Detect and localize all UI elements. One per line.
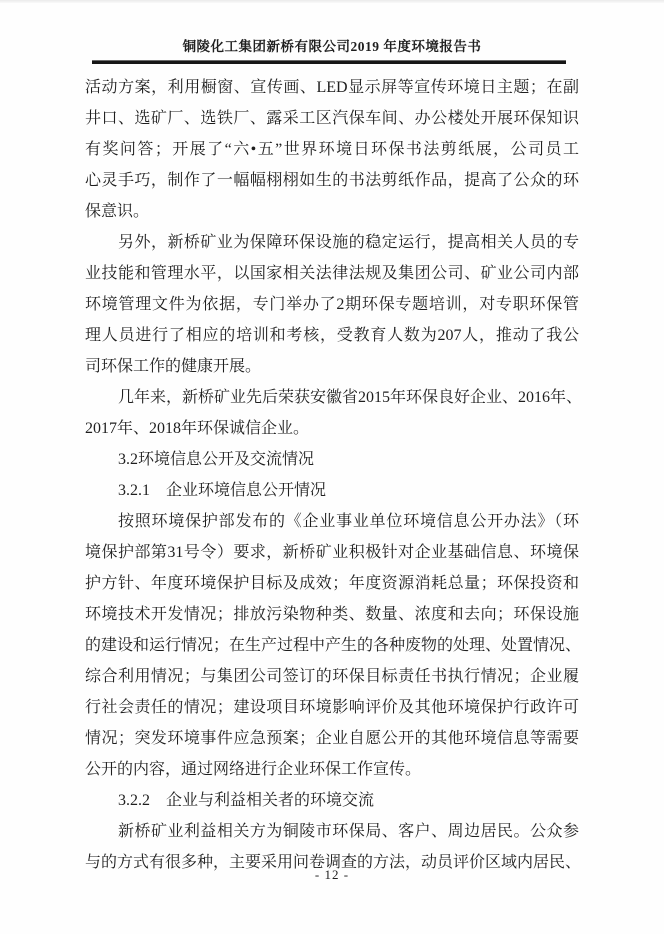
- heading-3-2-2: [85, 785, 579, 816]
- heading-line: 3.2.2 企业与利益相关者的环境交流: [118, 792, 375, 809]
- heading-line: 3.2.1 企业环境信息公开情况: [118, 482, 327, 499]
- text-line: 护方针、年度环境保护目标及成效；年度资源消耗总量；环保投资和: [85, 575, 579, 592]
- heading-line: 3.2环境信息公开及交流情况: [118, 451, 315, 468]
- text-line: 环境管理文件为依据，专门举办了2期环保专题培训，对专职环保管: [85, 296, 579, 313]
- text-line: 情况；突发环境事件应急预案；企业自愿公开的其他环境信息等需要: [85, 730, 579, 747]
- text-line: 心灵手巧，制作了一幅幅栩栩如生的书法剪纸作品，提高了公众的环: [85, 172, 579, 189]
- text-line: 业技能和管理水平，以国家相关法律法规及集团公司、矿业公司内部: [85, 265, 579, 282]
- text-line: 环境技术开发情况；排放污染物种类、数量、浓度和去向；环保设施: [85, 606, 579, 623]
- paragraph-information-disclosure: [85, 506, 582, 785]
- text-line: 几年来，新桥矿业先后荣获安徽省2015年环保良好企业、2016年、: [118, 389, 583, 406]
- paragraph-honors: [85, 382, 583, 444]
- text-line: 与的方式有很多种，主要采用问卷调查的方法，动员评价区域内居民、: [85, 854, 582, 871]
- page-header-title: 铜陵化工集团新桥有限公司2019 年度环境报告书: [182, 39, 482, 54]
- text-line: 活动方案，利用橱窗、宣传画、LED显示屏等宣传环境日主题；在副: [85, 79, 579, 96]
- text-line: 井口、选矿厂、选铁厂、露采工区汽保车间、办公楼处开展环保知识: [85, 110, 579, 127]
- text-line: 的建设和运行情况；在生产过程中产生的各种废物的处理、处置情况、: [85, 637, 582, 654]
- text-line: 2017年、2018年环保诚信企业。: [85, 420, 310, 437]
- text-line: 保意识。: [85, 203, 150, 220]
- text-line: 按照环境保护部发布的《企业事业单位环境信息公开办法》（环: [118, 513, 579, 530]
- heading-3-2: [85, 444, 579, 475]
- paragraph-training: [85, 227, 579, 382]
- text-line: 有奖问答；开展了“六•五”世界环境日环保书法剪纸展，公司员工: [85, 141, 579, 158]
- text-line: 境保护部第31号令）要求，新桥矿业积极针对企业基础信息、环境保: [85, 544, 579, 561]
- text-line: 综合利用情况；与集团公司签订的环保目标责任书执行情况；企业履: [85, 668, 579, 685]
- text-line: 公开的内容，通过网络进行企业环保工作宣传。: [85, 761, 422, 778]
- text-line: 司环保工作的健康开展。: [85, 358, 262, 375]
- text-line: 新桥矿业利益相关方为铜陵市环保局、客户、周边居民。公众参: [118, 823, 579, 840]
- text-line: 另外，新桥矿业为保障环保设施的稳定运行，提高相关人员的专: [118, 234, 579, 251]
- document-body: [85, 72, 583, 878]
- text-line: 理人员进行了相应的培训和考核，受教育人数为207人，推动了我公: [85, 327, 579, 344]
- page-number: - 12 -: [314, 867, 350, 882]
- scan-edge-artifact: [0, 0, 664, 3]
- heading-3-2-1: [85, 475, 579, 506]
- paragraph-environment-day-activities: [85, 72, 579, 227]
- text-line: 行社会责任的情况；建设项目环境影响评价及其他环境保护行政许可: [85, 699, 579, 716]
- header-rule: [92, 60, 566, 64]
